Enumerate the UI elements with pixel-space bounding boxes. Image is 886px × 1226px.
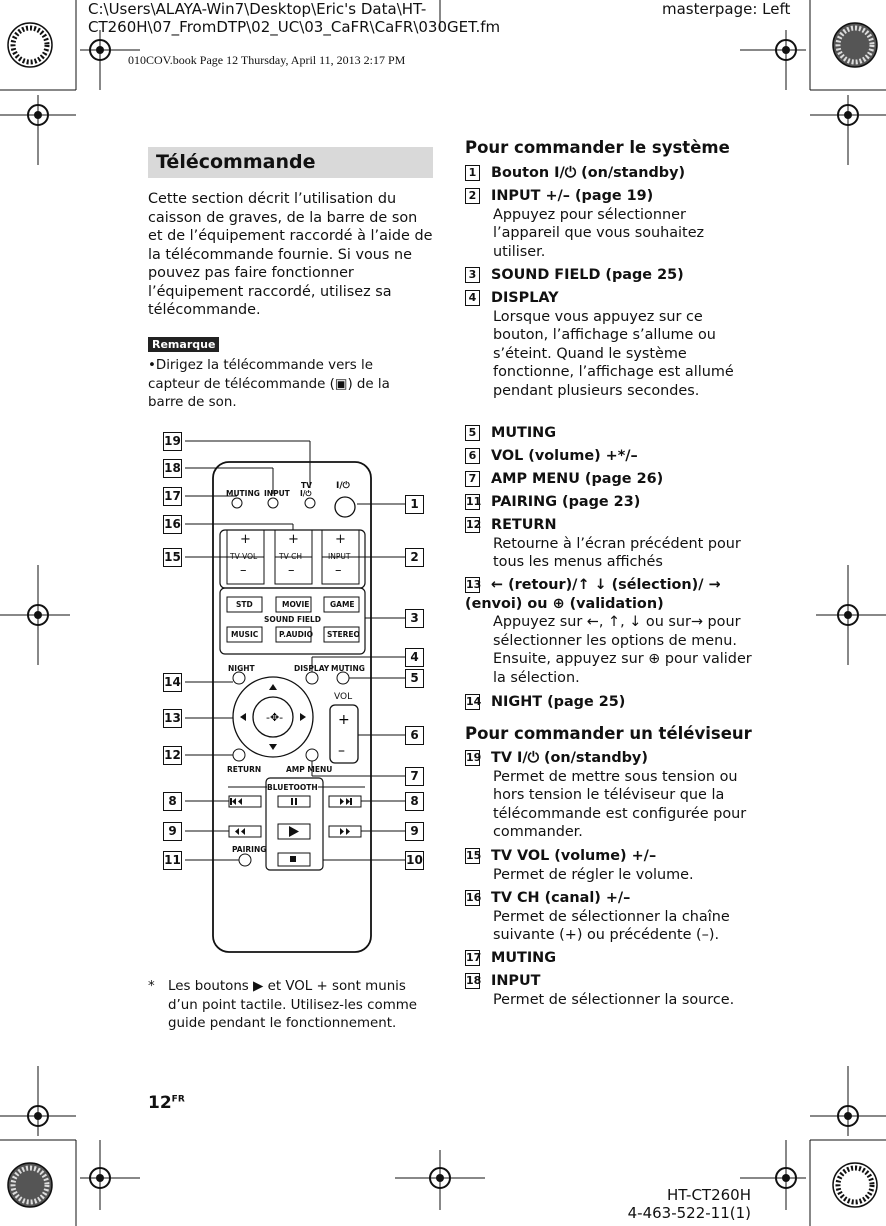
remote-label-night: NIGHT — [228, 664, 255, 673]
tv-item: 19 TV I/⏻ (on/standby) Permet de mettre sous tension ou hors tension le téléviseur que la télécommande est configurée pour commander. — [466, 750, 747, 841]
remote-label-movie: MOVIE — [282, 600, 310, 609]
system-item: 5 MUTING — [465, 424, 755, 443]
system-item: 2 INPUT +/– (page 19) Appuyez pour sélectionner l’appareil que vous souhaitez utiliser. — [465, 187, 755, 261]
system-heading: Pour commander le système — [465, 138, 730, 157]
remote-label-p-audio: P.AUDIO — [279, 630, 314, 639]
remote-control-illustration — [150, 420, 440, 955]
remote-input-minus: – — [335, 563, 342, 578]
callout-6: 6 — [405, 726, 424, 745]
footnote-text: Les boutons ▶ et VOL + sont munis d’un point tactile. Utilisez-les comme guide pendant le fonctionnement. — [168, 979, 418, 1031]
callout-11: 11 — [163, 851, 182, 870]
callout-16: 16 — [163, 515, 182, 534]
remote-label-vol: VOL — [334, 692, 353, 702]
callout-7: 7 — [405, 767, 424, 786]
tv-heading: Pour commander un téléviseur — [465, 724, 752, 743]
remote-input-plus: + — [335, 532, 346, 547]
book-info-line: 010COV.book Page 12 Thursday, April 11, 2013 2:17 PM — [128, 53, 406, 67]
callout-13: 13 — [163, 709, 182, 728]
part-number: 4-463-522-11(1) — [627, 1204, 751, 1222]
svg-text:+: + — [338, 712, 350, 728]
remote-label-tv-vol: TV VOL — [230, 552, 258, 561]
remote-label-sound-field: SOUND FIELD — [264, 615, 322, 624]
callout-3: 3 — [405, 609, 424, 628]
tv-item: 15 TV VOL (volume) +/– Permet de régler le volume. — [466, 848, 694, 883]
system-item: 14 NIGHT (page 25) — [466, 694, 626, 710]
callout-2: 2 — [405, 548, 424, 567]
system-item: 7 AMP MENU (page 26) — [465, 470, 755, 489]
section-title: Télécommande — [156, 151, 316, 173]
remote-label-game: GAME — [330, 600, 355, 609]
page-number: $12^{FR}$ — [148, 1093, 185, 1113]
remote-tv-vol-minus: – — [240, 563, 247, 578]
remote-label-music: MUSIC — [231, 630, 259, 639]
remote-label-muting: MUTING — [331, 664, 365, 673]
system-item: 3 SOUND FIELD (page 25) — [465, 266, 755, 285]
system-item: 6 VOL (volume) +*/– — [465, 447, 755, 466]
callout-4: 4 — [405, 648, 424, 667]
note-badge: Remarque — [148, 337, 219, 352]
tv-item: 18 INPUT Permet de sélectionner la source. — [466, 973, 735, 1008]
model-name: HT-CT260H — [666, 1186, 751, 1204]
footnote-star: * — [148, 979, 155, 994]
remote-label-return: RETURN — [227, 765, 262, 774]
system-item: 4 DISPLAY Lorsque vous appuyez sur ce bouton, l’affichage s’allume ou s’éteint. Quand le système fonctionne, l’affichage est allumé pendant plusieurs secondes. — [465, 289, 755, 401]
callout-1: 1 — [405, 495, 424, 514]
system-item: 13 ← (retour)/↑ ↓ (sélection)/ → (envoi) ou ⊕ (validation) Appuyez sur ←, ↑, ↓ ou sur→ pour sélectionner les options de menu. Ensuite, appuyez sur ⊕ pour valider la sélection. — [465, 577, 752, 686]
callout-8-right: 8 — [405, 792, 424, 811]
file-path-line-2: CT260H\07_FromDTP\02_UC\03_CaFR\CaFR\030GET.fm — [88, 18, 501, 36]
note-text: •Dirigez la télécommande vers le capteur de télécommande (▣) de la barre de son. — [148, 358, 390, 410]
section-title-bar — [148, 147, 433, 178]
remote-tv-ch-minus: – — [288, 563, 295, 578]
callout-19: 19 — [163, 432, 182, 451]
callout-15: 15 — [163, 548, 182, 567]
intro-paragraph: Cette section décrit l’utilisation du caisson de graves, de la barre de son et de l’équipement raccordé à l’aide de la télécommande fournie. Si vous ne pouvez pas faire fonctionner l’équipement raccordé, utilisez sa télécommande. — [148, 191, 433, 318]
masterpage-label: masterpage: Left — [662, 0, 791, 18]
system-item: 1 Bouton I/⏻ (on/standby) — [465, 164, 755, 183]
remote-label-tv: TV — [301, 481, 312, 490]
footnote — [148, 978, 438, 1034]
model-info — [628, 1186, 751, 1222]
remote-label-muting-top: MUTING — [226, 489, 260, 498]
remote-label-amp-menu: AMP MENU — [286, 765, 333, 774]
callout-10: 10 — [405, 851, 424, 870]
remote-label-std: STD — [236, 600, 253, 609]
callout-5: 5 — [405, 669, 424, 688]
remote-label-bluetooth: BLUETOOTH — [267, 783, 318, 792]
callout-17: 17 — [163, 487, 182, 506]
remote-tv-ch-plus: + — [288, 532, 299, 547]
remote-label-stereo: STEREO — [327, 630, 360, 639]
callout-9-left: 9 — [163, 822, 182, 841]
callout-12: 12 — [163, 746, 182, 765]
file-path-line-1: C:\Users\ALAYA-Win7\Desktop\Eric's Data\HT- — [88, 0, 427, 18]
tv-item: 16 TV CH (canal) +/– Permet de sélectionner la chaîne suivante (+) ou précédente (–). — [466, 890, 730, 944]
system-item: 11 PAIRING (page 23) — [466, 494, 641, 510]
remote-label-input-top: INPUT — [264, 489, 290, 498]
remote-label-tv-power: I/⏻ — [300, 489, 312, 498]
system-item: 12 RETURN Retourne à l’écran précédent pour tous les menus affichés — [466, 517, 741, 571]
remote-tv-vol-plus: + — [240, 532, 251, 547]
remote-label-tv-ch: TV CH — [279, 552, 302, 561]
callout-9-right: 9 — [405, 822, 424, 841]
callout-8-left: 8 — [163, 792, 182, 811]
callout-14: 14 — [163, 673, 182, 692]
remote-label-power: I/⏻ — [336, 481, 350, 491]
remote-label-input: INPUT — [328, 552, 351, 561]
svg-text:–: – — [338, 743, 345, 759]
remote-label-pairing: PAIRING — [232, 845, 267, 854]
svg-text:-✥-: -✥- — [266, 711, 284, 724]
remote-label-display: DISPLAY — [294, 664, 330, 673]
tv-item: 17 MUTING — [466, 950, 557, 966]
callout-18: 18 — [163, 459, 182, 478]
